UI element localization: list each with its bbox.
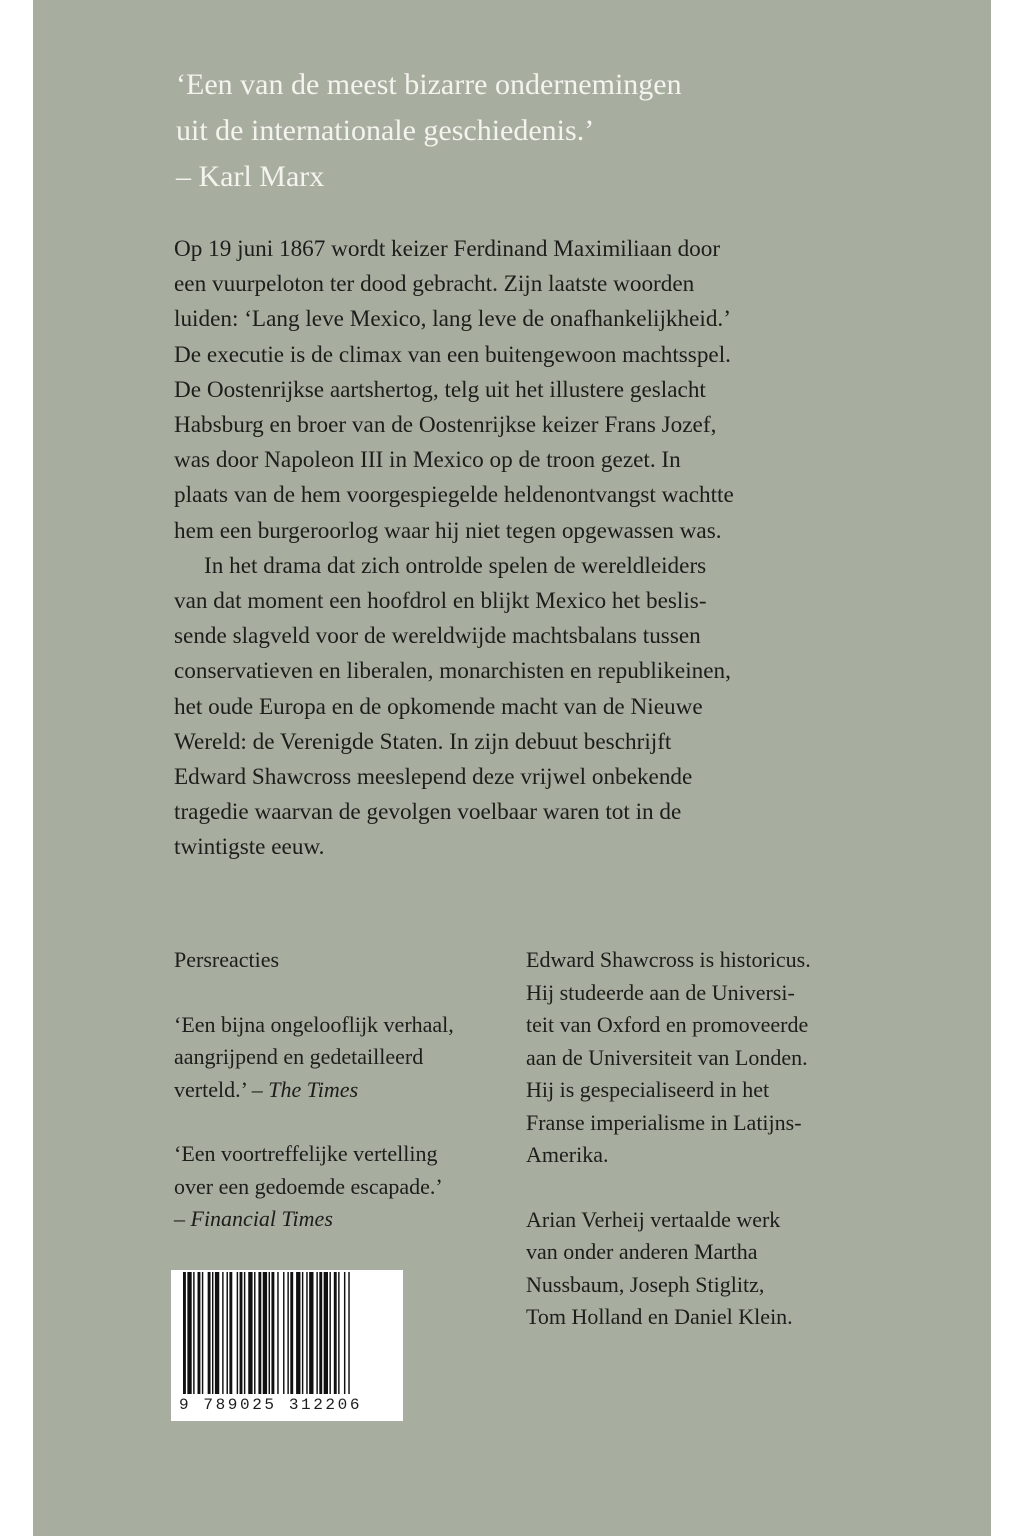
blurb-line: het oude Europa en de opkomende macht van de Nieuwe: [174, 693, 703, 720]
review-line: ‘Een bijna ongelooflijk verhaal,: [174, 1011, 454, 1037]
barcode-bars: [181, 1272, 393, 1394]
review-text: verteld.’ –: [174, 1076, 269, 1102]
quote-attribution: – Karl Marx: [176, 160, 325, 193]
barcode-bar: [324, 1272, 328, 1394]
review-line: ‘Een voortreffelijke vertelling: [174, 1141, 438, 1166]
blurb-line: luiden: ‘Lang leve Mexico, lang leve de onafhankelijkheid.’: [174, 306, 731, 333]
translator-bio-line: Tom Holland en Daniel Klein.: [526, 1304, 793, 1329]
translator-bio-line: Arian Verheij vertaalde werk: [526, 1206, 781, 1232]
blurb-line: een vuurpeloton ter dood gebracht. Zijn laatste woorden: [174, 271, 695, 298]
author-bio-line: Amerika.: [526, 1142, 609, 1167]
barcode-bar: [248, 1272, 252, 1394]
barcode-bar: [254, 1272, 255, 1394]
review-dash: –: [174, 1206, 191, 1231]
quote-line: uit de internationale geschiedenis.’: [176, 114, 595, 147]
barcode-bar: [227, 1272, 228, 1394]
review-line: [174, 1074, 504, 1107]
blurb-text: [174, 232, 864, 866]
barcode-bar: [183, 1272, 186, 1394]
author-bio-line: teit van Oxford en promoveerde: [526, 1012, 809, 1037]
review-source: Financial Times: [190, 1206, 333, 1231]
barcode-bar: [258, 1272, 261, 1394]
press-reviews: [174, 944, 504, 1236]
press-heading: Persreacties: [174, 947, 280, 972]
author-bio-line: Edward Shawcross is historicus.: [526, 947, 811, 972]
barcode-bar: [215, 1272, 219, 1394]
quote-line: ‘Een van de meest bizarre ondernemingen: [176, 68, 682, 101]
blurb-line: Habsburg en broer van de Oostenrijkse keizer Frans Jozef,: [174, 412, 717, 439]
barcode-bar: [244, 1272, 245, 1394]
barcode-bar: [229, 1272, 232, 1394]
blurb-line: tragedie waarvan de gevolgen voelbaar waren tot in de: [174, 799, 682, 826]
barcode-bar: [283, 1272, 284, 1394]
barcode-bar: [344, 1272, 345, 1394]
barcode-bar: [193, 1272, 194, 1394]
barcode-bar: [237, 1272, 238, 1394]
barcode-bar: [240, 1272, 243, 1394]
blurb-line: van dat moment een hoofdrol en blijkt Mexico het beslis-: [174, 588, 707, 615]
barcode-bar: [316, 1272, 317, 1394]
barcode-bar: [302, 1272, 303, 1394]
blurb-line: Edward Shawcross meeslepend deze vrijwel onbekende: [174, 764, 693, 791]
translator-bio-line: van onder anderen Martha: [526, 1239, 758, 1264]
barcode-bar: [271, 1272, 274, 1394]
barcode-bar: [348, 1272, 349, 1394]
barcode-bar: [212, 1272, 213, 1394]
blurb-line: plaats van de hem voorgespiegelde heldenontvangst wachtte: [174, 482, 734, 509]
barcode-bar: [329, 1272, 330, 1394]
blurb-line: twintigste eeuw.: [174, 834, 325, 861]
barcode-bar: [306, 1272, 307, 1394]
author-bio-line: aan de Universiteit van Londen.: [526, 1044, 808, 1070]
blurb-line: hem een burgeroorlog waar hij niet tegen opgewassen was.: [174, 517, 722, 544]
blurb-line: was door Napoleon III in Mexico op de troon gezet. In: [174, 447, 681, 474]
review-line: over een gedoemde escapade.’: [174, 1173, 443, 1199]
author-bio-line: Hij studeerde aan de Universi-: [526, 979, 795, 1005]
barcode-bar: [338, 1272, 339, 1394]
review-line: [174, 1203, 504, 1236]
barcode-bar: [290, 1272, 293, 1394]
barcode-bar: [198, 1272, 201, 1394]
blurb-line: Wereld: de Verenigde Staten. In zijn debuut beschrijft: [174, 728, 672, 755]
barcode-bar: [287, 1272, 288, 1394]
blurb-line: Op 19 juni 1867 wordt keizer Ferdinand Maximiliaan door: [174, 236, 721, 262]
barcode-bar: [309, 1272, 313, 1394]
epigraph-quote: [176, 62, 876, 200]
barcode-bar: [334, 1272, 337, 1394]
review-line: aangrijpend en gedetailleerd: [174, 1044, 424, 1069]
barcode-bar: [263, 1272, 267, 1394]
blurb-line: conservatieven en liberalen, monarchisten en republikeinen,: [174, 658, 731, 685]
blurb-line: In het drama dat zich ontrolde spelen de wereldleiders: [204, 552, 707, 579]
bios: [526, 944, 866, 1334]
blurb-line: De Oostenrijkse aartshertog, telg uit het illustere geslacht: [174, 376, 706, 403]
barcode-bar: [296, 1272, 300, 1394]
barcode-bar: [222, 1272, 223, 1394]
author-bio-line: Hij is gespecialiseerd in het: [526, 1077, 770, 1102]
blurb-line: sende slagveld voor de wereldwijde machtsbalans tussen: [174, 623, 701, 650]
review-source: The Times: [268, 1076, 359, 1102]
blurb-line: De executie is de climax van een buitengewoon machtsspel.: [174, 341, 731, 368]
barcode-digits: 9 789025 312206: [179, 1396, 363, 1414]
barcode-bar: [269, 1272, 270, 1394]
barcode-bar: [208, 1272, 211, 1394]
isbn-barcode: [171, 1270, 403, 1421]
author-bio-line: Franse imperialisme in Latijns-: [526, 1109, 802, 1135]
barcode-bar: [202, 1272, 203, 1394]
barcode-bar: [277, 1272, 278, 1394]
translator-bio-line: Nussbaum, Joseph Stiglitz,: [526, 1271, 765, 1297]
barcode-bar: [187, 1272, 191, 1394]
barcode-bar: [319, 1272, 322, 1394]
